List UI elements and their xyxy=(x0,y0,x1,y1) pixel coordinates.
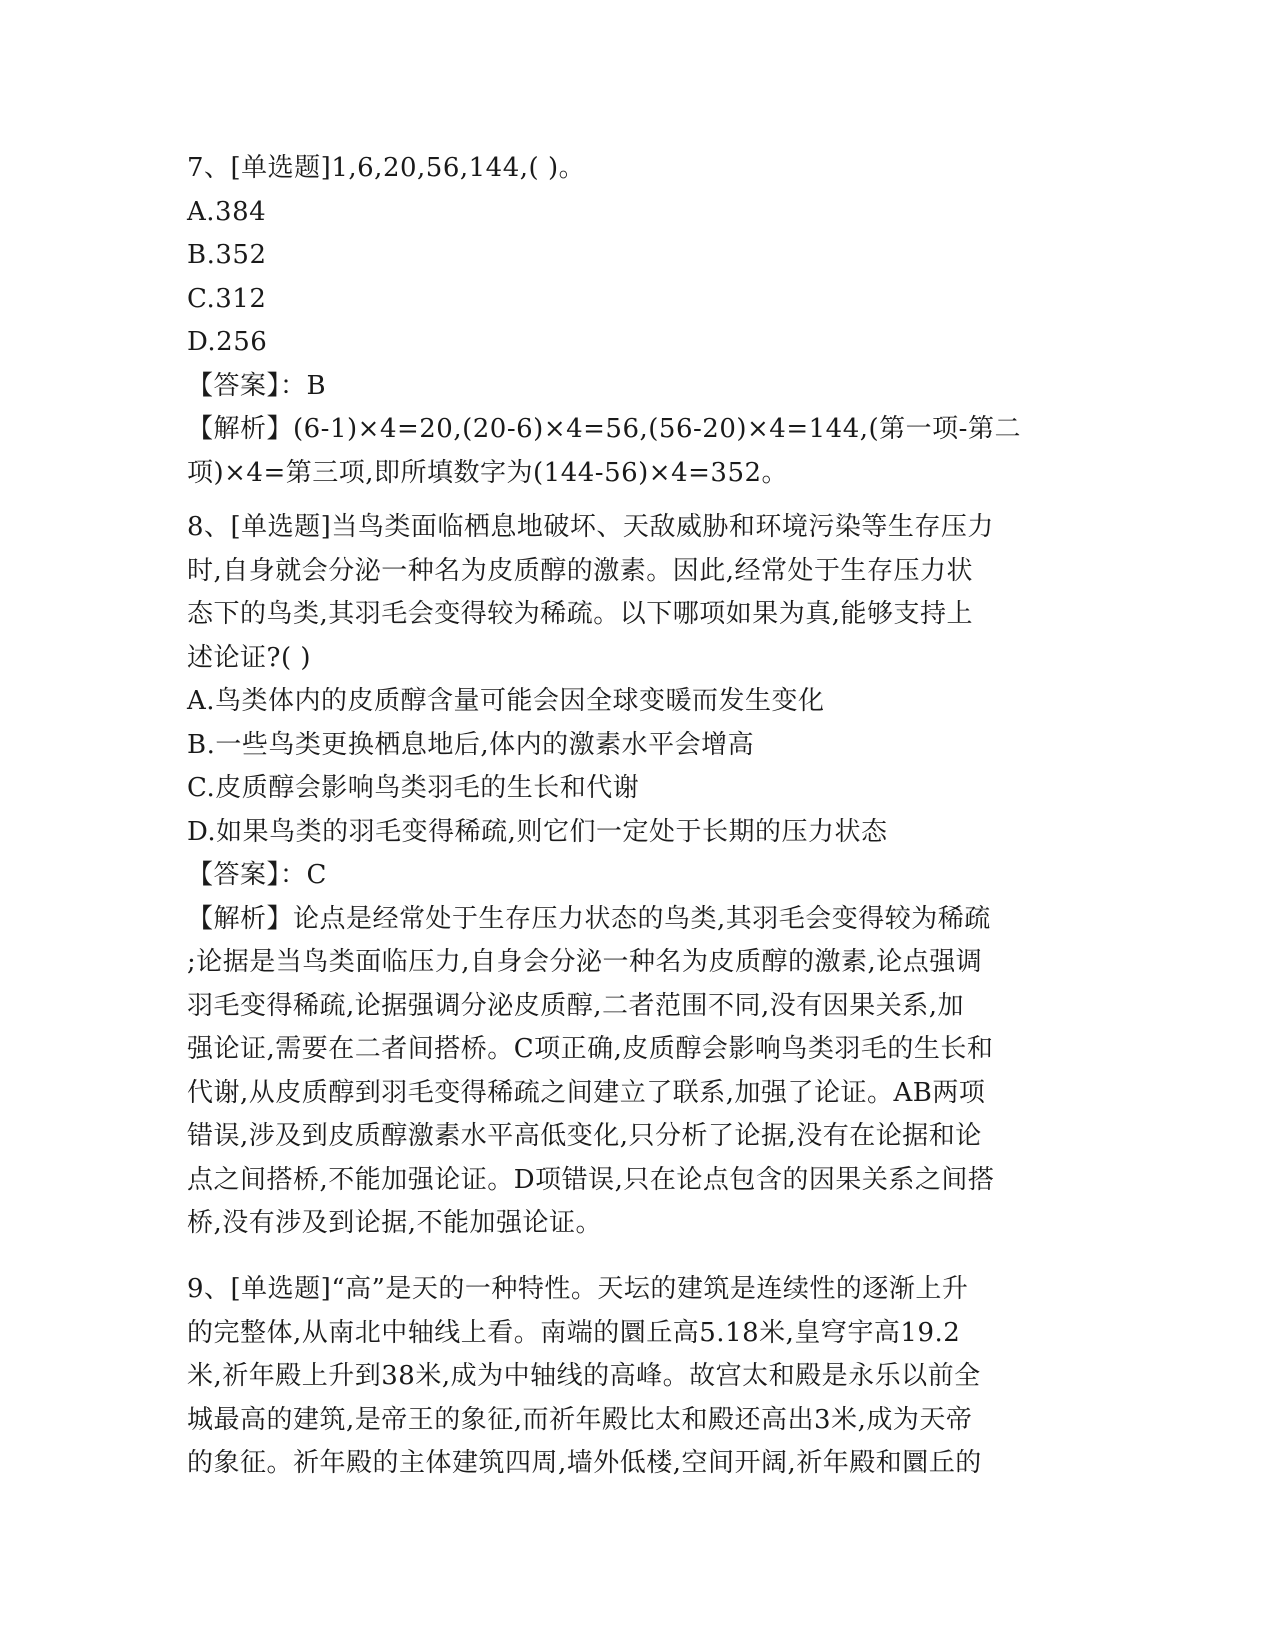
question-8-explanation: 桥,没有涉及到论据,不能加强论证。 xyxy=(187,1208,603,1238)
question-9-stem: 米,祈年殿上升到38米,成为中轴线的高峰。故宫太和殿是永乐以前全 xyxy=(187,1361,981,1391)
question-7 xyxy=(187,147,1087,495)
question-9-stem: 城最高的建筑,是帝王的象征,而祈年殿比太和殿还高出3米,成为天帝 xyxy=(187,1404,973,1435)
question-8-stem: 述论证?( ) xyxy=(187,642,311,673)
question-8-option-b: B.一些鸟类更换栖息地后,体内的激素水平会增高 xyxy=(187,729,755,760)
question-8-explanation: 错误,涉及到皮质醇激素水平高低变化,只分析了论据,没有在论据和论 xyxy=(187,1121,982,1151)
question-8-explanation: 强论证,需要在二者间搭桥。C项正确,皮质醇会影响鸟类羽毛的生长和 xyxy=(187,1034,994,1064)
question-8-answer: 【答案】：C xyxy=(187,860,327,890)
question-8-explanation: 点之间搭桥,不能加强论证。D项错误,只在论点包含的因果关系之间搭 xyxy=(187,1164,995,1195)
question-8-explanation: 代谢,从皮质醇到羽毛变得稀疏之间建立了联系,加强了论证。AB两项 xyxy=(187,1077,986,1108)
question-8-option-d: D.如果鸟类的羽毛变得稀疏,则它们一定处于长期的压力状态 xyxy=(187,816,888,847)
question-8-option-a: A.鸟类体内的皮质醇含量可能会因全球变暖而发生变化 xyxy=(187,686,825,716)
question-7-explanation: 项)×4=第三项,即所填数字为(144-56)×4=352。 xyxy=(187,457,789,488)
question-9 xyxy=(187,1268,1087,1486)
question-7-explanation: 【解析】(6-1)×4=20,(20-6)×4=56,(56-20)×4=144,(第一项-第二 xyxy=(187,414,1021,444)
question-7-option-d: D.256 xyxy=(187,327,268,357)
question-7-option-b: B.352 xyxy=(187,240,267,270)
question-8-stem: 8、[单选题]当鸟类面临栖息地破坏、天敌威胁和环境污染等生存压力 xyxy=(187,512,994,542)
question-8-explanation: 【解析】论点是经常处于生存压力状态的鸟类,其羽毛会变得较为稀疏 xyxy=(187,903,991,934)
question-9-stem: 9、[单选题]“高”是天的一种特性。天坛的建筑是连续性的逐渐上升 xyxy=(187,1274,969,1304)
question-9-stem: 的象征。祈年殿的主体建筑四周,墙外低楼,空间开阔,祈年殿和圜丘的 xyxy=(187,1448,982,1478)
question-7-option-c: C.312 xyxy=(187,283,267,314)
question-8-option-c: C.皮质醇会影响鸟类羽毛的生长和代谢 xyxy=(187,773,640,803)
question-8-explanation: ;论据是当鸟类面临压力,自身会分泌一种名为皮质醇的激素,论点强调 xyxy=(187,947,983,977)
question-7-option-a: A.384 xyxy=(187,196,267,227)
question-9-stem: 的完整体,从南北中轴线上看。南端的圜丘高5.18米,皇穹宇高19.2 xyxy=(187,1317,961,1348)
question-8 xyxy=(187,506,1087,1246)
question-8-stem: 时,自身就会分泌一种名为皮质醇的激素。因此,经常处于生存压力状 xyxy=(187,555,974,586)
question-8-stem: 态下的鸟类,其羽毛会变得较为稀疏。以下哪项如果为真,能够支持上 xyxy=(187,599,974,629)
question-7-stem: 7、[单选题]1,6,20,56,144,( )。 xyxy=(187,153,586,183)
question-7-answer: 【答案】：B xyxy=(187,370,327,401)
question-8-explanation: 羽毛变得稀疏,论据强调分泌皮质醇,二者范围不同,没有因果关系,加 xyxy=(187,990,965,1021)
